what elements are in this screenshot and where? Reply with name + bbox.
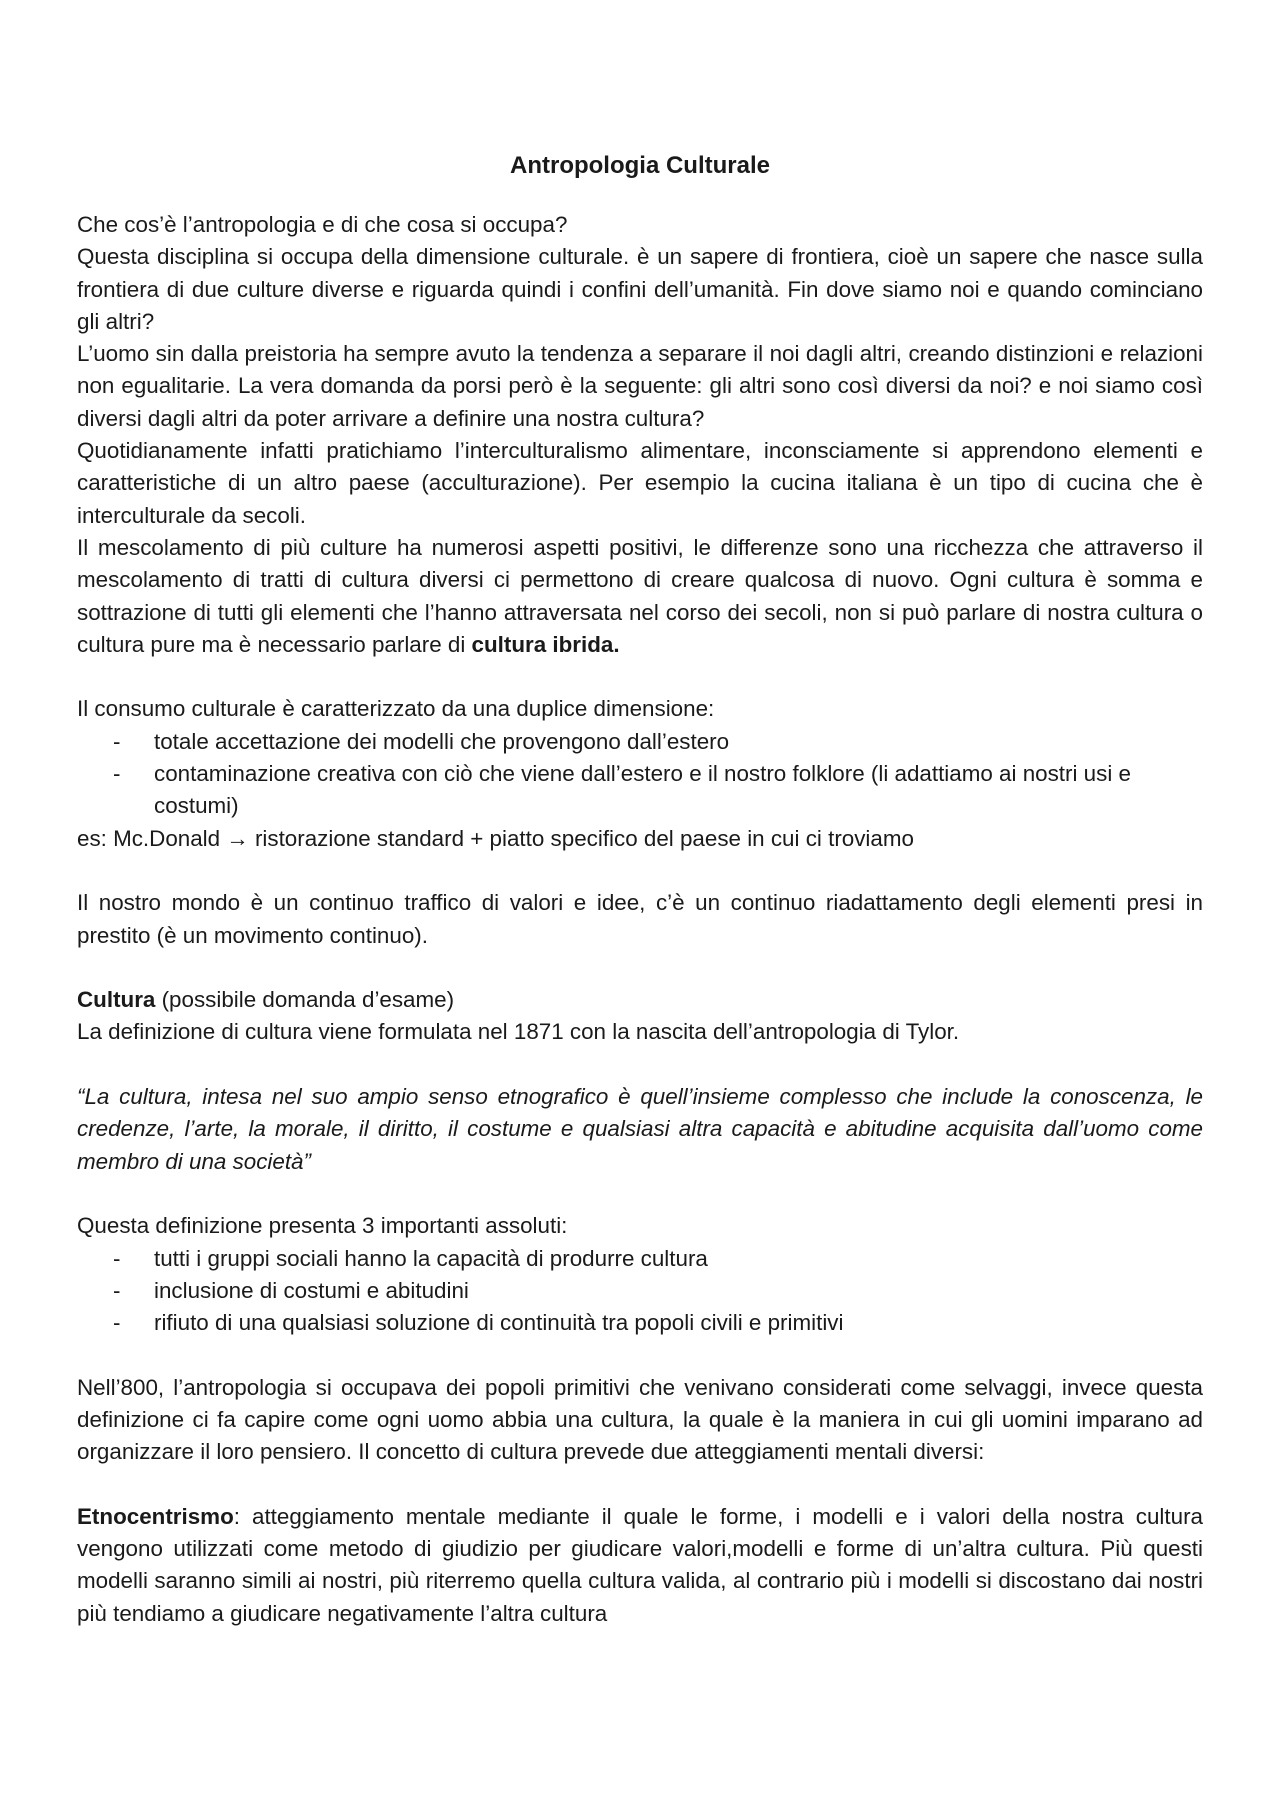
- spacer: [77, 1339, 1203, 1371]
- etnocentrismo-term: Etnocentrismo: [77, 1503, 234, 1529]
- tylor-quote: “La cultura, intesa nel suo ampio senso etnografico è quell’insieme complesso che include la conoscenza, le credenze, l’arte, la morale, il diritto, il costume e qualsiasi altra capacità e abitudine acquisita dall’uomo come membro di una società”: [77, 1084, 1203, 1174]
- list-item: - contaminazione creativa con ciò che viene dall’estero e il nostro folklore (li adattiamo ai nostri usi e costumi): [77, 758, 1203, 823]
- mondo-paragraph: Il nostro mondo è un continuo traffico di valori e idee, c’è un continuo riadattamento degli elementi presi in prestito (è un movimento continuo).: [77, 890, 1203, 948]
- consumo-list: [77, 726, 1203, 823]
- intro-paragraph-2: L’uomo sin dalla preistoria ha sempre avuto la tendenza a separare il noi dagli altri, creando distinzioni e relazioni non egualitarie. La vera domanda da porsi però è la seguente: gli altri sono così diversi da noi? e noi siamo così diversi dagli altri da poter arrivare a definire una nostra cultura?: [77, 341, 1203, 431]
- spacer: [77, 1469, 1203, 1501]
- intro-paragraph-4-text: Il mescolamento di più culture ha numerosi aspetti positivi, le differenze sono una ricchezza che attraverso il mescolamento di tratti di cultura diversi ci permettono di creare qualcosa di nuovo. Ogni cultura è somma e sottrazione di tutti gli elementi che l’hanno attraversata nel corso dei secoli, non si può parlare di nostra cultura o cultura pure ma è necessario parlare di: [77, 534, 1203, 657]
- cultura-heading-note: (possibile domanda d’esame): [155, 987, 455, 1013]
- cultura-heading: [77, 984, 1203, 1016]
- cultura-ibrida-term: cultura ibrida.: [471, 631, 620, 657]
- spacer: [77, 855, 1203, 887]
- document-page: [77, 150, 1203, 1630]
- spacer: [77, 952, 1203, 984]
- etnocentrismo-paragraph: [77, 1501, 1203, 1630]
- intro-paragraph-3: Quotidianamente infatti pratichiamo l’interculturalismo alimentare, inconsciamente si apprendono elementi e caratteristiche di un altro paese (acculturazione). Per esempio la cucina italiana è un tipo di cucina che è interculturale da secoli.: [77, 438, 1203, 528]
- cultura-definition: La definizione di cultura viene formulata nel 1871 con la nascita dell’antropologia di Tylor.: [77, 1019, 960, 1045]
- list-item: - tutti i gruppi sociali hanno la capacità di produrre cultura: [77, 1243, 1203, 1275]
- etnocentrismo-text: : atteggiamento mentale mediante il quale le forme, i modelli e i valori della nostra cultura vengono utilizzati come metodo di giudizio per giudicare valori,modelli e forme di un’altra cultura. Più questi modelli saranno simili ai nostri, più riterremo quella cultura valida, al contrario più i modelli si discostano dai nostri più tendiamo a giudicare negativamente l’altra cultura: [77, 1503, 1203, 1626]
- spacer: [77, 1049, 1203, 1081]
- assoluti-lead: Questa definizione presenta 3 importanti assoluti:: [77, 1213, 568, 1239]
- intro-paragraph-1: Questa disciplina si occupa della dimensione culturale. è un sapere di frontiera, cioè un sapere che nasce sulla frontiera di due culture diverse e riguarda quindi i confini dell’umanità. Fin dove siamo noi e quando cominciano gli altri?: [77, 244, 1203, 334]
- list-item: - inclusione di costumi e abitudini: [77, 1275, 1203, 1307]
- consumo-lead: Il consumo culturale è caratterizzato da una duplice dimensione:: [77, 696, 715, 722]
- list-item: - totale accettazione dei modelli che provengono dall’estero: [77, 726, 1203, 758]
- page-title: Antropologia Culturale: [510, 152, 770, 179]
- ottocento-paragraph: Nell’800, l’antropologia si occupava dei popoli primitivi che venivano considerati come selvaggi, invece questa definizione ci fa capire come ogni uomo abbia una cultura, la quale è la maniera in cui gli uomini imparano ad organizzare il loro pensiero. Il concetto di cultura prevede due atteggiamenti mentali diversi:: [77, 1374, 1203, 1465]
- list-item: - rifiuto di una qualsiasi soluzione di continuità tra popoli civili e primitivi: [77, 1307, 1203, 1339]
- cultura-heading-term: Cultura: [77, 987, 156, 1013]
- consumo-example: es: Mc.Donald → ristorazione standard + piatto specifico del paese in cui ci troviamo: [77, 825, 914, 851]
- assoluti-list: [77, 1243, 1203, 1340]
- spacer: [77, 661, 1203, 693]
- spacer: [77, 1178, 1203, 1210]
- intro-question: Che cos’è l’antropologia e di che cosa si occupa?: [77, 212, 568, 237]
- intro-paragraph-4: [77, 532, 1203, 661]
